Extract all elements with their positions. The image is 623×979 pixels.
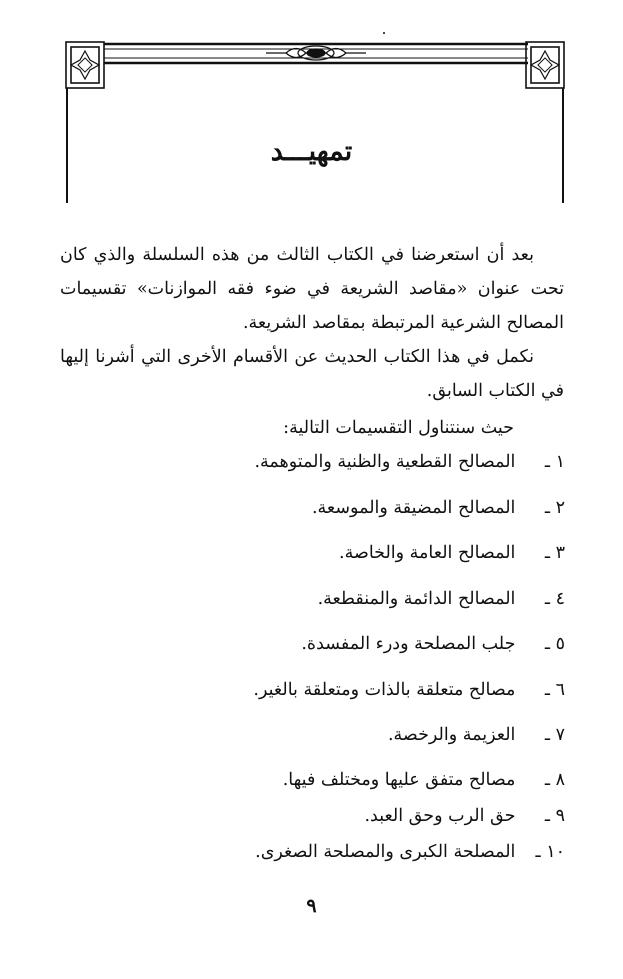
corner-ornament-right-icon (526, 42, 564, 88)
item-text: مصالح متفق عليها ومختلف فيها. (282, 770, 516, 790)
item-number: ١ ـ (544, 452, 565, 472)
item-text: المصالح العامة والخاصة. (339, 543, 516, 563)
corner-ornament-left-icon (66, 42, 104, 88)
intro-paragraph: بعد أن استعرضنا في الكتاب الثالث من هذه السلسلة والذي كان تحت عنوان «مقاصد الشريعة في ضوء فقه الموازنات» تقسيمات المصالح الشرعية المرتبطة بمقاصد الشريعة. (60, 245, 564, 333)
list-item (254, 452, 565, 472)
list-item (301, 634, 565, 654)
list-item (283, 770, 565, 790)
item-text: جلب المصلحة ودرء المفسدة. (301, 634, 516, 654)
item-text: المصالح المضيقة والموسعة. (311, 498, 516, 518)
item-number: ٣ ـ (544, 543, 565, 563)
item-text: مصالح متعلقة بالذات ومتعلقة بالغير. (253, 680, 516, 700)
chapter-frame (0, 0, 623, 230)
list-item (339, 543, 565, 563)
item-number: ٧ ـ (544, 725, 565, 745)
ink-dot (383, 32, 385, 34)
item-number: ٨ ـ (544, 770, 565, 790)
item-text: المصالح القطعية والظنية والمتوهمة. (254, 452, 516, 472)
item-number: ٦ ـ (544, 680, 565, 700)
item-number: ٥ ـ (544, 634, 565, 654)
intro-text (60, 238, 564, 408)
item-number: ٤ ـ (544, 589, 565, 609)
list-item (312, 498, 565, 518)
chapter-title: تمهيـــد (270, 136, 353, 167)
list-item (318, 589, 565, 609)
item-number: ٩ ـ (544, 806, 565, 826)
item-text: المصالح الدائمة والمنقطعة. (317, 589, 516, 609)
list-item (253, 680, 565, 700)
item-text: العزيمة والرخصة. (387, 725, 516, 745)
list-item (255, 842, 565, 862)
list-item (364, 806, 565, 826)
page-number: ٩ (306, 895, 317, 917)
item-number: ٢ ـ (544, 498, 565, 518)
item-text: حق الرب وحق العبد. (364, 806, 516, 826)
item-text: المصلحة الكبرى والمصلحة الصغرى. (255, 842, 516, 862)
list-lead: حيث سنتناول التقسيمات التالية: (283, 418, 514, 438)
list-item (388, 725, 565, 745)
item-number: ١٠ ـ (535, 842, 565, 862)
intro-paragraph: نكمل في هذا الكتاب الحديث عن الأقسام الأخرى التي أشرنا إليها في الكتاب السابق. (60, 347, 564, 401)
